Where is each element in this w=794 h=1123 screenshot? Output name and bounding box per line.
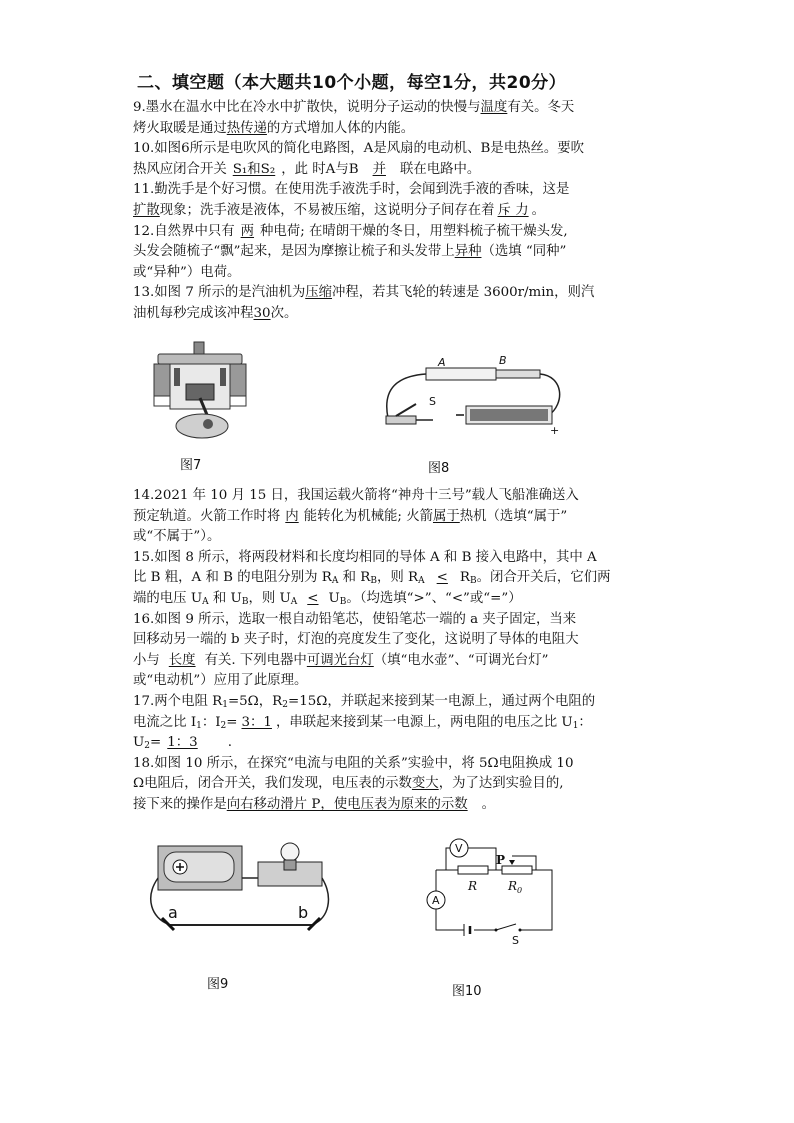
figure-10-caption: 图10 <box>452 984 482 999</box>
q17-answer-voltage-ratio: 1：3 <box>167 735 198 751</box>
figure-7-engine <box>150 340 250 445</box>
q16-line-4: 或“电动机”）应用了此原理。 <box>133 673 308 689</box>
q18-answer-operation: 向右移动滑片 P，使电压表为原来的示数 <box>226 796 468 812</box>
q11-line-2: 扩散现象；洗手液是液体，不易被压缩，这说明分子间存在着 斥 力 。 <box>133 202 545 218</box>
q17-answer-current-ratio: 3：1 <box>241 714 272 730</box>
q15-answer-resistance: < <box>436 570 448 586</box>
q18-line-2: Ω电阻后，闭合开关，我们发现，电压表的示数变大，为了达到实验目的, <box>133 776 564 792</box>
q10-line-2: 热风应闭合开关 S₁和S₂ ，此 时A与B 并 联在电路中。 <box>133 161 481 177</box>
fig8-label-b: B <box>499 354 507 367</box>
section-title: 二、填空题（本大题共10个小题，每空1分，共20分） <box>137 73 567 93</box>
q15-line-2: 比 B 粗，A 和 B 的电阻分别为 $R_A$ 和 $R_B$，则 $R_A < R_B$。闭合开关后，它们两 <box>133 570 611 587</box>
q12-answer-two: 两 <box>240 223 255 239</box>
q12-line-1: 12.自然界中只有 两 种电荷; 在晴朗干燥的冬日，用塑料梳子梳干燥头发, <box>133 223 568 239</box>
q9-answer-heat-transfer: 热传递 <box>226 120 267 136</box>
q17-line-3: $U_2= 1$：3 . <box>133 735 232 752</box>
fig8-label-a: A <box>438 356 446 369</box>
q13-answer-30: 30 <box>253 305 271 321</box>
q15-line-3: 端的电压 $U_A$ 和 $U_B$，则 $U_A < U_B$。（均选填“>”、“<”或“=”） <box>133 590 522 607</box>
fig10-label-a: A <box>432 894 440 907</box>
q11-line-1: 11.勤洗手是个好习惯。在使用洗手液洗手时，会闻到洗手液的香味，这是 <box>133 182 570 198</box>
q10-answer-parallel: 并 <box>372 161 386 177</box>
figure-10-circuit <box>420 838 560 946</box>
figure-9-circuit <box>138 838 338 938</box>
q9-answer-temperature: 温度 <box>480 100 508 115</box>
q10-line-1: 10.如图6所示是电吹风的简化电路图，A是风扇的电动机、B是电热丝。要吹 <box>133 141 585 157</box>
fig8-label-s: S <box>429 395 436 408</box>
figure-9-caption: 图9 <box>207 977 229 992</box>
q11-answer-diffusion: 扩散 <box>133 202 160 218</box>
q14-line-1: 14.2021 年 10 月 15 日，我国运载火箭将“神舟十三号”载人飞船准确送入 <box>133 488 579 503</box>
fig9-label-b: b <box>298 903 309 922</box>
fig10-label-r0: R <box>508 879 518 893</box>
questions-9-13 <box>133 98 673 325</box>
q10-answer-switches: S₁和S₂ <box>232 161 276 177</box>
q12-line-2: 头发会随梳子“飘”起来，是因为摩擦让梳子和头发带上异种（选填 “同种” <box>133 244 567 260</box>
q17-line-2: 电流之比 $I_1$：$I_2= 3$：1 ，串联起来接到某一电源上，两电阻的电压之比 $U_1$： <box>133 714 592 731</box>
q17-line-1: 17.两个电阻 $R_1=5\Omega$，$R_2=15\Omega$，并联起来接到某一电源上，通过两个电阻的 <box>133 693 596 710</box>
fig10-label-r: R <box>468 879 478 893</box>
figure-7-caption: 图7 <box>180 458 202 473</box>
questions-14-18 <box>133 486 673 816</box>
q12-line-3: 或“异种”）电荷。 <box>133 264 241 280</box>
q9-line-2: 烤火取暖是通过热传递的方式增加人体的内能。 <box>133 120 415 136</box>
fig10-label-s: S <box>512 934 519 946</box>
fig10-label-r0-sub: 0 <box>517 886 523 895</box>
q15-line-1: 15.如图 8 所示，将两段材料和长度均相同的导体 A 和 B 接入电路中，其中 A <box>133 549 597 565</box>
q12-answer-opposite: 异种 <box>454 244 482 260</box>
fig9-label-a: a <box>168 903 178 922</box>
q14-answer-belongs: 属于 <box>432 508 460 524</box>
q13-line-2: 油机每秒完成该冲程30次。 <box>133 305 298 321</box>
q15-answer-voltage: < <box>307 590 319 606</box>
figure-8-caption: 图8 <box>428 461 450 476</box>
q14-line-3: 或“不属于”）。 <box>133 529 221 545</box>
q16-answer-dimmable-lamp: 可调光台灯 <box>306 652 374 668</box>
figure-8-circuit <box>378 348 573 440</box>
q16-line-2: 回移动另一端的 b 夹子时，灯泡的亮度发生了变化，这说明了导体的电阻大 <box>133 632 579 648</box>
fig10-label-p: P <box>496 853 506 867</box>
q13-line-1: 13.如图 7 所示的是汽油机为压缩冲程，若其飞轮的转速是 3600r/min，则汽 <box>133 285 595 301</box>
q13-answer-compression: 压缩 <box>305 285 333 301</box>
q14-line-2: 预定轨道。火箭工作时将 内 能转化为机械能; 火箭属于热机（选填“属于” <box>133 508 568 524</box>
q18-line-1: 18.如图 10 所示，在探究“电流与电阻的关系”实验中，将 5Ω电阻换成 10 <box>133 755 574 771</box>
q18-line-3: 接下来的操作是向右移动滑片 P，使电压表为原来的示数 。 <box>133 796 496 812</box>
q16-line-1: 16.如图 9 所示，选取一根自动铅笔芯，使铅笔芯一端的 a 夹子固定，当来 <box>133 611 577 627</box>
q16-answer-length: 长度 <box>168 652 196 668</box>
fig8-label-plus: + <box>550 424 560 437</box>
q16-line-3: 小与 长度 有关. 下列电器中可调光台灯（填“电水壶”、“可调光台灯” <box>133 652 549 668</box>
fig10-label-v: V <box>455 842 463 855</box>
q11-answer-repulsion: 斥 力 <box>497 202 529 218</box>
q9-line-1: 9.墨水在温水中比在冷水中扩散快，说明分子运动的快慢与温度有关。冬天 <box>133 100 575 115</box>
q18-answer-increase: 变大 <box>411 776 439 792</box>
q14-answer-internal: 内 <box>285 508 299 524</box>
